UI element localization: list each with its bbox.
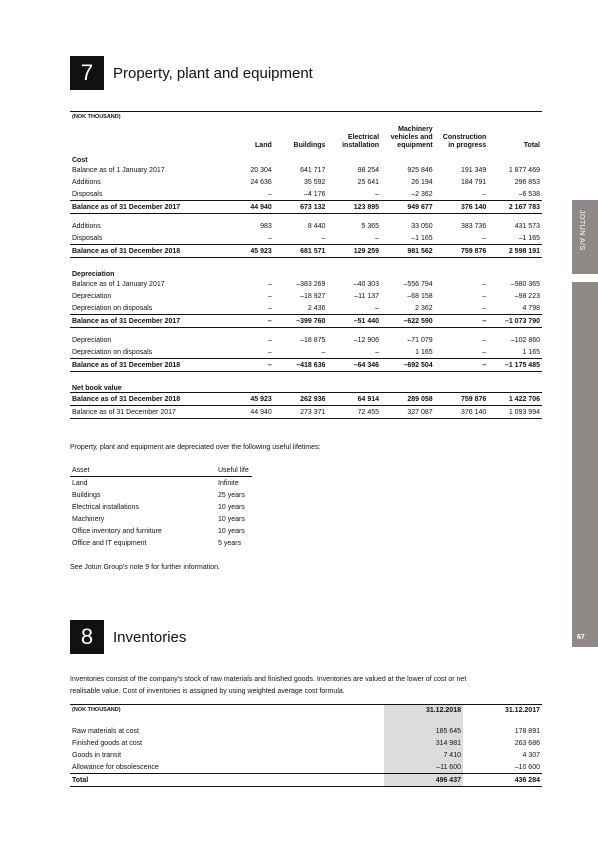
cell-value: 431 573	[514, 222, 540, 230]
column-header	[220, 126, 274, 150]
cell-value	[327, 378, 381, 393]
section-8-heading	[70, 623, 186, 651]
table-row	[70, 201, 542, 214]
cell-value: –	[375, 190, 380, 198]
cell-value: 191 349	[461, 166, 487, 174]
cell-value	[220, 150, 274, 164]
unit-row	[70, 112, 542, 127]
row-label: Cost	[72, 157, 88, 164]
column-header	[435, 126, 489, 150]
cell-value: 1 877 469	[508, 166, 540, 174]
row-label: Depreciation	[72, 292, 112, 300]
table-row	[70, 264, 542, 278]
table-row	[70, 359, 542, 372]
cell-value: 8 440	[307, 222, 326, 230]
lifetime-row	[70, 525, 252, 537]
cell-value: –102 860	[510, 336, 540, 344]
lifetime-row	[70, 501, 252, 513]
cell-value: –1 165	[411, 234, 433, 242]
cell-value: –418 636	[274, 359, 328, 372]
cell-value: –	[267, 304, 272, 312]
row-label: Depreciation on disposals	[72, 304, 153, 312]
cell-value: –6 538	[518, 190, 540, 198]
cell-value: –	[267, 336, 272, 344]
section-title: Property, plant and equipment	[113, 64, 313, 82]
cell-value: –	[267, 190, 272, 198]
cell-value: –	[482, 234, 487, 242]
cell-value: –	[482, 292, 487, 300]
table-row	[70, 290, 542, 302]
lifetime-row	[70, 477, 252, 490]
cell-value: –383 269	[296, 280, 326, 288]
year-2018-header: 31.12.2018	[384, 705, 463, 720]
column-header-line: Buildings	[293, 142, 326, 149]
cell-value: –1 073 790	[488, 315, 542, 328]
table-row	[70, 378, 542, 393]
table-row	[70, 406, 542, 419]
cell-value: 296 853	[514, 178, 540, 186]
lifetimes-header-row	[70, 464, 252, 477]
cell-value: 26 194	[411, 178, 433, 186]
cell-value: 2 362	[415, 304, 433, 312]
inventory-row	[70, 749, 542, 761]
cell-value: –	[220, 315, 274, 328]
value-2018: 7 410	[384, 749, 463, 761]
cell-value: –	[267, 280, 272, 288]
cell-value	[220, 264, 274, 278]
cell-value: 25 641	[357, 178, 380, 186]
cell-value	[327, 150, 381, 164]
ppe-header-row	[70, 126, 542, 150]
column-header	[488, 126, 542, 150]
table-row	[70, 245, 542, 258]
column-header-line: vehicles and	[390, 134, 433, 141]
cell-value: 2 436	[307, 304, 326, 312]
row-label: Net book value	[72, 385, 122, 392]
cell-value: 983	[260, 222, 272, 230]
lifetimes-intro: Property, plant and equipment are depreciated over the following useful lifetimes:	[70, 444, 321, 451]
cell-value: 72 455	[327, 406, 381, 419]
cell-value: 759 876	[435, 393, 489, 406]
cell-value: 383 736	[461, 222, 487, 230]
cell-value	[488, 378, 542, 393]
cell-value	[488, 264, 542, 278]
row-label: Balance as of 31 December 2017	[70, 406, 220, 419]
table-row	[70, 220, 542, 232]
cell-value: 45 923	[220, 393, 274, 406]
cell-value: 44 940	[220, 201, 274, 214]
sidebar-company	[572, 200, 598, 274]
cell-value: 64 914	[327, 393, 381, 406]
cell-value: 35 592	[303, 178, 326, 186]
cell-value: 33 050	[411, 222, 433, 230]
lifetime-row	[70, 537, 252, 549]
cell-value: 1 165	[415, 348, 433, 356]
cell-value: –40 303	[353, 280, 380, 288]
column-header	[327, 126, 381, 150]
inventory-row	[70, 737, 542, 749]
ppe-table	[70, 111, 542, 419]
cell-value: –	[482, 304, 487, 312]
cell-value: 681 571	[274, 245, 328, 258]
cell-value: 45 923	[220, 245, 274, 258]
cell-value: 2 167 783	[488, 201, 542, 214]
table-row	[70, 150, 542, 164]
useful-life-header: Useful life	[216, 464, 252, 477]
column-header-line: in progress	[448, 142, 487, 149]
lifetime-row	[70, 513, 252, 525]
section-7-heading	[70, 59, 313, 87]
table-row	[70, 176, 542, 188]
row-label: Balance as of 1 January 2017	[72, 280, 165, 288]
cell-value: –	[482, 348, 487, 356]
cell-value: –	[375, 348, 380, 356]
section-title: Inventories	[113, 628, 187, 646]
row-label: Additions	[72, 178, 101, 186]
lifetimes-table	[70, 464, 252, 549]
cell-value: 327 087	[381, 406, 435, 419]
cell-value: –	[220, 359, 274, 372]
sidebar-page-band	[572, 282, 598, 647]
row-label: Balance as of 31 December 2018	[70, 359, 220, 372]
asset-name: Electrical installations	[72, 503, 139, 511]
lifetime-row	[70, 489, 252, 501]
cell-value	[381, 264, 435, 278]
column-header-line: Construction	[442, 134, 487, 141]
cell-value	[488, 150, 542, 164]
cell-value: 129 259	[327, 245, 381, 258]
cell-value: 673 132	[274, 201, 328, 214]
page-number: 67	[577, 634, 585, 641]
cell-value: –64 346	[327, 359, 381, 372]
cell-value: –4 176	[303, 190, 326, 198]
column-header	[381, 126, 435, 150]
cell-value: –68 158	[407, 292, 433, 300]
table-row	[70, 164, 542, 176]
cell-value: –399 760	[274, 315, 328, 328]
cell-value: 273 371	[274, 406, 328, 419]
column-header-line: Total	[523, 142, 540, 149]
value-2017: 4 307	[522, 751, 540, 759]
cell-value: –	[375, 234, 380, 242]
inventory-row	[70, 725, 542, 737]
table-row	[70, 346, 542, 359]
table-row	[70, 315, 542, 328]
row-label: Balance as of 31 December 2017	[70, 201, 220, 214]
inventory-row	[70, 761, 542, 774]
cell-value: 759 876	[435, 245, 489, 258]
inventories-text-line: Inventories consist of the company's stock of raw materials and finished goods. Inventories are valued at the lower of cost or net	[70, 676, 467, 683]
unit-label: (NOK THOUSAND)	[70, 112, 220, 127]
value-2018: 314 981	[384, 737, 463, 749]
inventories-text-line: realisable value. Cost of inventories is assigned by using weighted average cost formula.	[70, 688, 345, 695]
total-2017: 436 284	[463, 774, 542, 787]
note-reference: See Jotun Group's note 9 for further information.	[70, 564, 220, 571]
row-label: Balance as of 1 January 2017	[72, 166, 165, 174]
table-row	[70, 393, 542, 406]
useful-life: 10 years	[218, 503, 245, 511]
cell-value: –692 504	[381, 359, 435, 372]
row-label: Depreciation	[72, 336, 112, 344]
value-2017: –10 600	[514, 763, 540, 771]
cell-value: –	[482, 280, 487, 288]
cell-value	[435, 150, 489, 164]
asset-name: Office inventory and furniture	[72, 527, 162, 535]
cell-value: 1 093 994	[488, 406, 542, 419]
useful-life: 5 years	[218, 539, 241, 547]
cell-value: –1 175 485	[488, 359, 542, 372]
inventories-table	[70, 704, 542, 787]
cell-value	[274, 378, 328, 393]
table-row	[70, 302, 542, 315]
cell-value: 262 936	[274, 393, 328, 406]
year-2017-header: 31.12.2017	[463, 705, 542, 720]
cell-value: 24 636	[250, 178, 272, 186]
value-2017: 178 891	[514, 727, 540, 735]
cell-value: –11 137	[354, 292, 380, 300]
table-row	[70, 188, 542, 201]
value-2018: 185 645	[384, 725, 463, 737]
cell-value: –622 590	[381, 315, 435, 328]
asset-name: Machinery	[72, 515, 105, 523]
total-2018: 496 437	[384, 774, 463, 787]
column-header-line: Machinery	[398, 126, 433, 133]
value-2017: 263 686	[514, 739, 540, 747]
cell-value: –2 362	[411, 190, 433, 198]
cell-value: –	[435, 359, 489, 372]
row-label: Disposals	[72, 234, 103, 242]
cell-value	[381, 150, 435, 164]
cell-value: –	[482, 190, 487, 198]
cell-value: 641 717	[300, 166, 326, 174]
row-label: Balance as of 31 December 2018	[70, 245, 220, 258]
section-number: 8	[70, 620, 104, 654]
cell-value: –	[321, 348, 326, 356]
cell-value	[274, 150, 328, 164]
row-label: Finished goods at cost	[72, 739, 143, 747]
cell-value: 2 598 191	[488, 245, 542, 258]
cell-value: –	[482, 336, 487, 344]
row-label: Balance as of 31 December 2017	[70, 315, 220, 328]
useful-life: 25 years	[218, 491, 245, 499]
cell-value	[274, 264, 328, 278]
cell-value: –12 906	[353, 336, 380, 344]
cell-value: –	[267, 348, 272, 356]
cell-value	[435, 264, 489, 278]
cell-value: –	[267, 292, 272, 300]
cell-value: –18 875	[300, 336, 326, 344]
row-label: Additions	[72, 222, 101, 230]
cell-value: 184 791	[461, 178, 487, 186]
cell-value: –98 223	[514, 292, 540, 300]
cell-value: 925 846	[407, 166, 433, 174]
useful-life: 10 years	[218, 527, 245, 535]
cell-value	[435, 378, 489, 393]
asset-name: Office and IT equipment	[72, 539, 147, 547]
cell-value: 981 562	[381, 245, 435, 258]
cell-value: 376 140	[435, 201, 489, 214]
unit-row	[70, 705, 542, 720]
column-header-line: equipment	[397, 142, 433, 149]
useful-life: 10 years	[218, 515, 245, 523]
row-label: Balance as of 31 December 2018	[70, 393, 220, 406]
column-header	[274, 126, 328, 150]
column-header-line: Land	[255, 142, 272, 149]
cell-value: –18 927	[300, 292, 326, 300]
table-row	[70, 232, 542, 245]
section-number: 7	[70, 56, 104, 90]
asset-name: Buildings	[72, 491, 101, 499]
cell-value: 4 798	[522, 304, 540, 312]
column-header-line: installation	[342, 142, 380, 149]
table-row	[70, 278, 542, 290]
row-label: Raw materials at cost	[72, 727, 139, 735]
table-row	[70, 334, 542, 346]
cell-value	[381, 378, 435, 393]
cell-value: 949 677	[381, 201, 435, 214]
row-label: Allowance for obsolescence	[72, 763, 159, 771]
cell-value: 1 422 706	[488, 393, 542, 406]
total-row	[70, 774, 542, 787]
cell-value: 98 254	[357, 166, 380, 174]
row-label: Disposals	[72, 190, 103, 198]
column-header-line: Electrical	[347, 134, 380, 141]
inventories-text	[70, 674, 466, 698]
row-label: Depreciation	[72, 271, 115, 278]
cell-value: 1 165	[522, 348, 540, 356]
row-label: Goods in transit	[72, 751, 122, 759]
cell-value: –71 079	[407, 336, 433, 344]
cell-value: –	[267, 234, 272, 242]
cell-value: 123 895	[327, 201, 381, 214]
cell-value: –	[321, 234, 326, 242]
cell-value: 44 940	[220, 406, 274, 419]
value-2018: –11 600	[384, 761, 463, 774]
cell-value: –980 365	[510, 280, 540, 288]
cell-value	[327, 264, 381, 278]
cell-value: –	[435, 315, 489, 328]
asset-name: Land	[72, 479, 88, 487]
cell-value: 376 140	[435, 406, 489, 419]
cell-value	[220, 378, 274, 393]
cell-value: –	[375, 304, 380, 312]
cell-value: –556 794	[403, 280, 433, 288]
useful-life: Infinite	[218, 479, 239, 487]
asset-header: Asset	[70, 464, 216, 477]
cell-value: –1 165	[518, 234, 540, 242]
cell-value: 5 365	[361, 222, 380, 230]
row-label: Depreciation on disposals	[72, 348, 153, 356]
cell-value: 289 058	[381, 393, 435, 406]
total-label: Total	[70, 774, 384, 787]
company-name: JOTUN A/S	[578, 210, 585, 251]
cell-value: –51 440	[327, 315, 381, 328]
unit-label: (NOK THOUSAND)	[70, 705, 384, 720]
cell-value: 20 304	[250, 166, 272, 174]
